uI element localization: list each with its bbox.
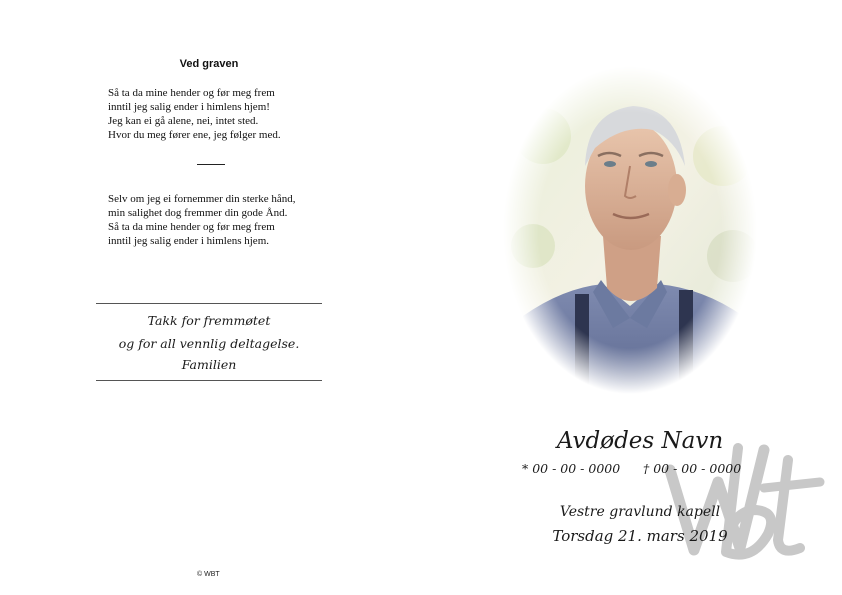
poem-stanza xyxy=(108,192,368,248)
stanza-divider xyxy=(197,164,225,165)
portrait-photo-icon xyxy=(503,66,757,394)
thanks-bottom-rule xyxy=(96,380,322,381)
thanks-line: og for all vennlig deltagelse. xyxy=(118,336,300,351)
poem-line: Så ta da mine hender og før meg frem xyxy=(108,87,275,99)
poem-title: Ved graven xyxy=(179,58,239,70)
poem-line: Hvor du meg fører ene, jeg følger med. xyxy=(108,129,281,141)
thanks-signature: Familien xyxy=(181,357,237,372)
thanks-line: Takk for fremmøtet xyxy=(147,313,271,328)
ceremony-venue: Vestre gravlund kapell xyxy=(559,504,721,520)
poem-line: min salighet dog fremmer din gode Ånd. xyxy=(108,207,288,219)
death-date: † 00 - 00 - 0000 xyxy=(643,461,742,476)
birth-date: * 00 - 00 - 0000 xyxy=(522,461,621,476)
deceased-name: Avdødes Navn xyxy=(556,428,724,454)
poem-line: Selv om jeg ei fornemmer din sterke hånd, xyxy=(108,193,296,205)
poem-line: inntil jeg salig ender i himlens hjem! xyxy=(108,101,270,113)
poem-stanza xyxy=(108,86,368,142)
thanks-top-rule xyxy=(96,303,322,304)
poem-line: Så ta da mine hender og før meg frem xyxy=(108,221,275,233)
poem-line: inntil jeg salig ender i himlens hjem. xyxy=(108,235,269,247)
copyright-notice: © WBT xyxy=(197,571,220,578)
ceremony-date: Torsdag 21. mars 2019 xyxy=(552,527,728,545)
poem-line: Jeg kan ei gå alene, nei, intet sted. xyxy=(108,115,259,127)
